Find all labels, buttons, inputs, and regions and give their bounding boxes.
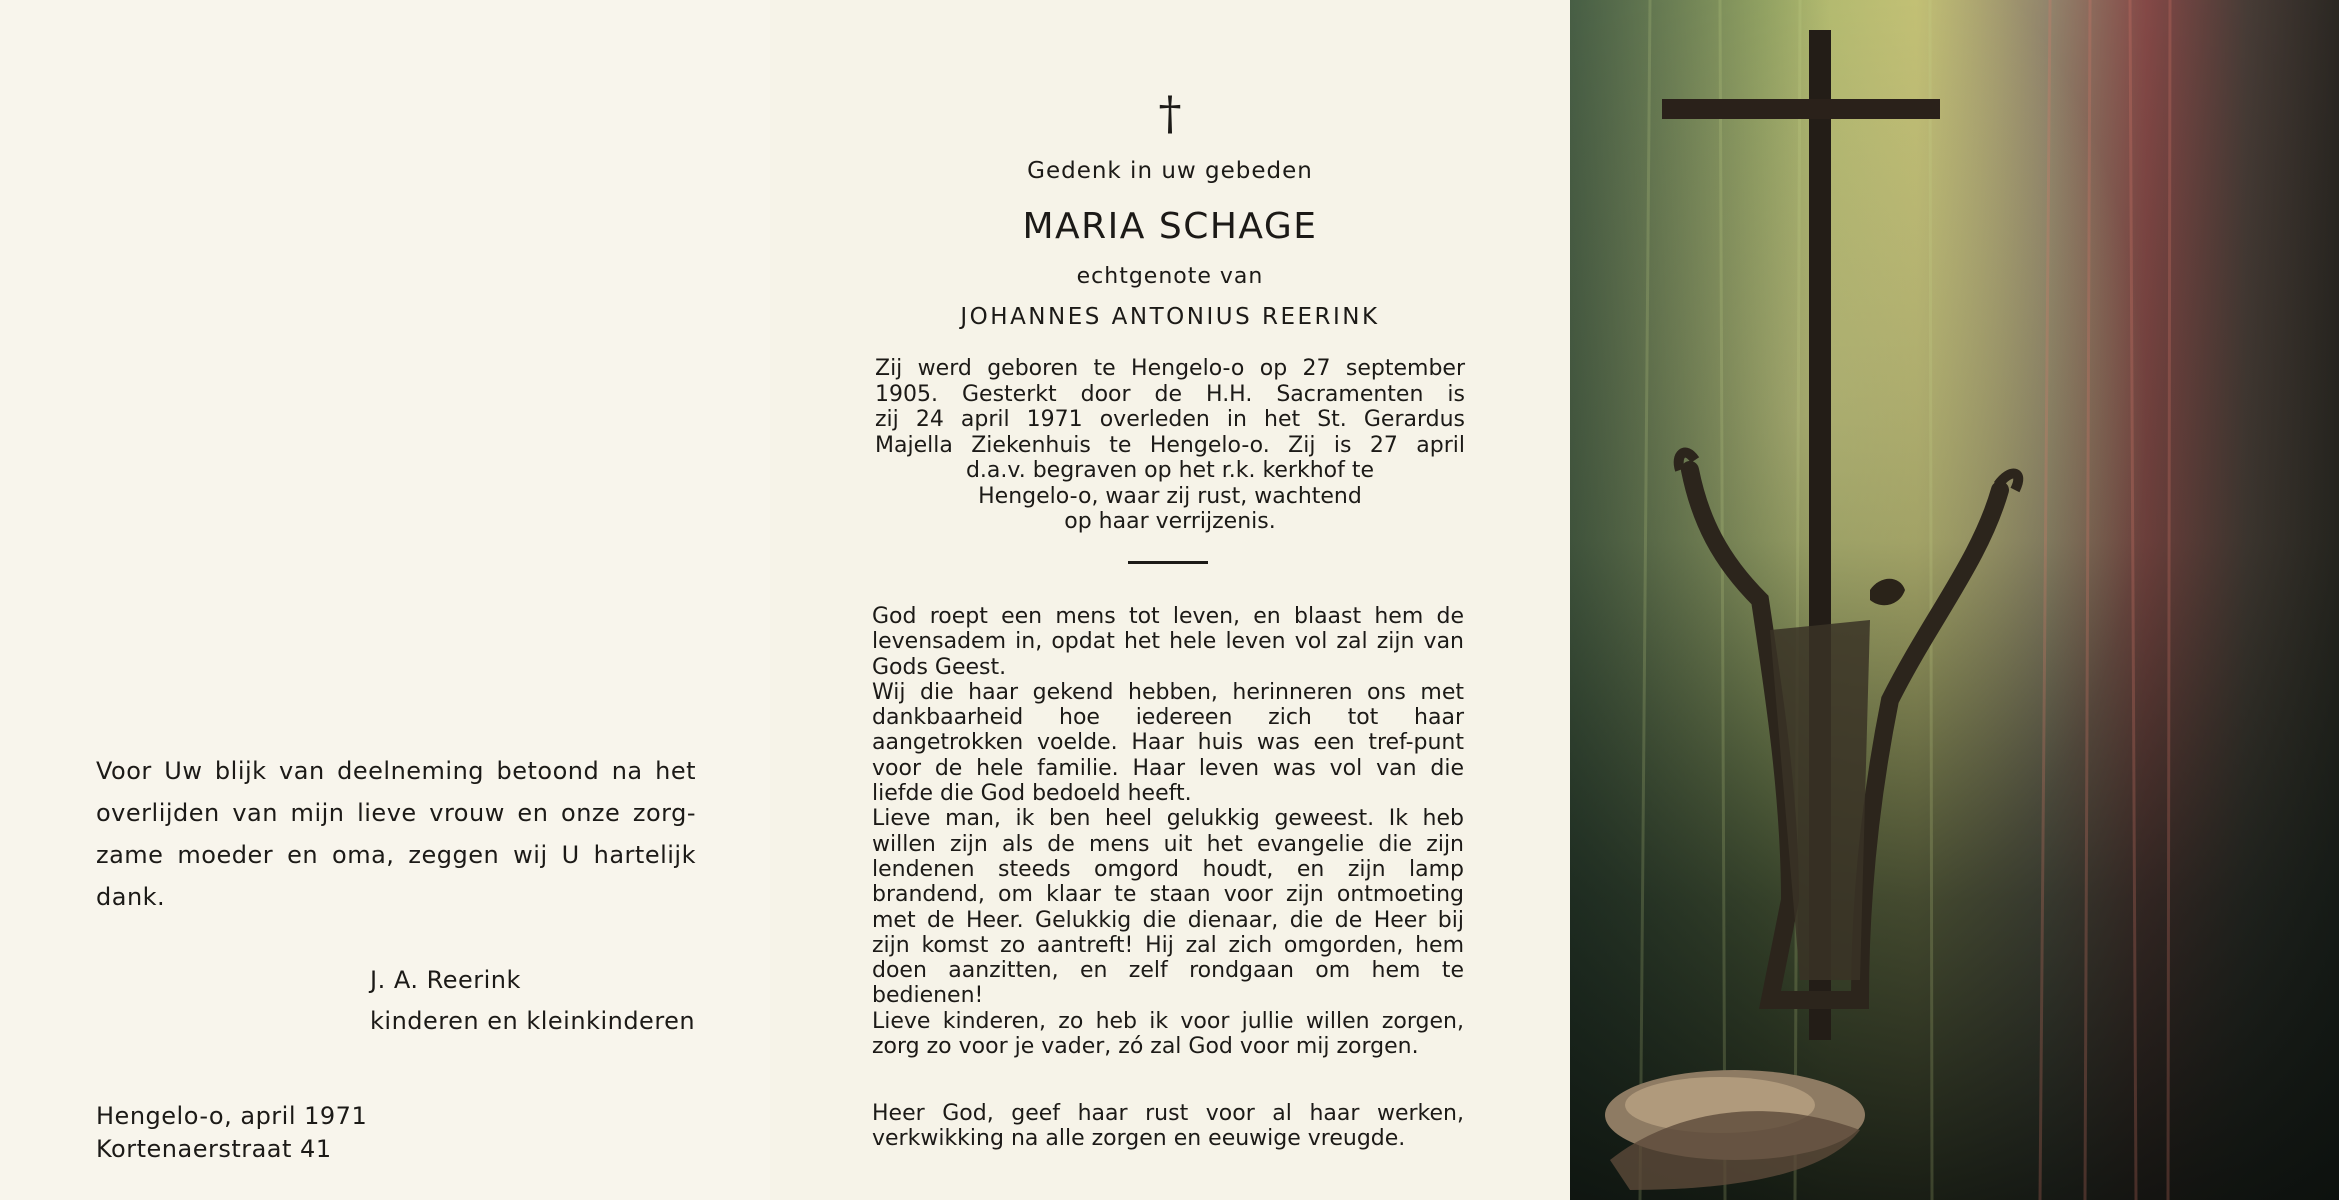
signature-name: J. A. Reerink: [370, 966, 521, 994]
spouse-name: JOHANNES ANTONIUS REERINK: [960, 304, 1380, 330]
middle-page: [770, 0, 1570, 1200]
bio-line: Zij werd geboren te Hengelo-o op 27 september: [875, 356, 1465, 381]
biography: [875, 356, 1465, 535]
paragraph: Lieve man, ik ben heel gelukkig geweest. Ik heb willen zijn als de mens uit het evangelie die zijn lendenen steeds omgord houdt, en zijn lamp brandend, om klaar te staan voor zijn ontmoeting met de Heer. Gelukkig die dienaar, die de Heer bij zijn komst zo aantreft! Hij zal zich omgorden, hem doen aanzitten, en zelf rondgaan om hem te bedienen!: [872, 806, 1464, 1009]
thank-you-text: Voor Uw blijk van deelneming betoond na het overlijden van mijn lieve vrouw en onze zorg-zame moeder en oma, zeggen wij U hartelijk dank.: [96, 757, 696, 911]
bio-line: d.a.v. begraven op het r.k. kerkhof te: [965, 458, 1375, 483]
meditation-text: [872, 604, 1464, 1059]
bio-line: Hengelo-o, waar zij rust, wachtend: [978, 483, 1362, 509]
signature-family: kinderen en kleinkinderen: [370, 1007, 696, 1035]
bio-line: zij 24 april 1971 overleden in het St. Gerardus: [875, 407, 1465, 432]
place-date: Hengelo-o, april 1971: [96, 1102, 368, 1130]
paragraph: Lieve kinderen, zo heb ik voor jullie willen zorgen, zorg zo voor je vader, zó zal God voor mij zorgen.: [872, 1008, 1464, 1060]
deceased-name: MARIA SCHAGE: [1022, 206, 1318, 247]
remember-heading: Gedenk in uw gebeden: [1027, 158, 1313, 184]
divider: [1128, 561, 1208, 564]
bio-line: Majella Ziekenhuis te Hengelo-o. Zij is 27 april: [875, 432, 1465, 458]
bio-line: 1905. Gesterkt door de H.H. Sacramenten is: [875, 381, 1465, 407]
bio-line: op haar verrijzenis.: [1064, 509, 1276, 534]
paragraph: God roept een mens tot leven, en blaast hem de levensadem in, opdat het hele leven vol zal zijn van Gods Geest.: [872, 604, 1464, 680]
closing-prayer: Heer God, geef haar rust voor al haar werken, verkwikking na alle zorgen en eeuwige vreugde.: [872, 1101, 1464, 1151]
right-page: [1570, 0, 2339, 1200]
address: Kortenaerstraat 41: [96, 1135, 332, 1163]
spouse-of-label: echtgenote van: [1076, 264, 1264, 289]
paragraph: Wij die haar gekend hebben, herinneren ons met dankbaarheid hoe iedereen zich tot haar aangetrokken voelde. Haar huis was een tref-punt voor de hele familie. Haar leven was vol van die liefde die God bedoeld heeft.: [872, 679, 1464, 807]
crucifix-painting-image: [1570, 0, 2339, 1200]
signature-block: [370, 960, 695, 1042]
cross-icon: †: [1158, 86, 1182, 140]
place-block: [96, 1100, 367, 1166]
left-page: [0, 0, 770, 1200]
